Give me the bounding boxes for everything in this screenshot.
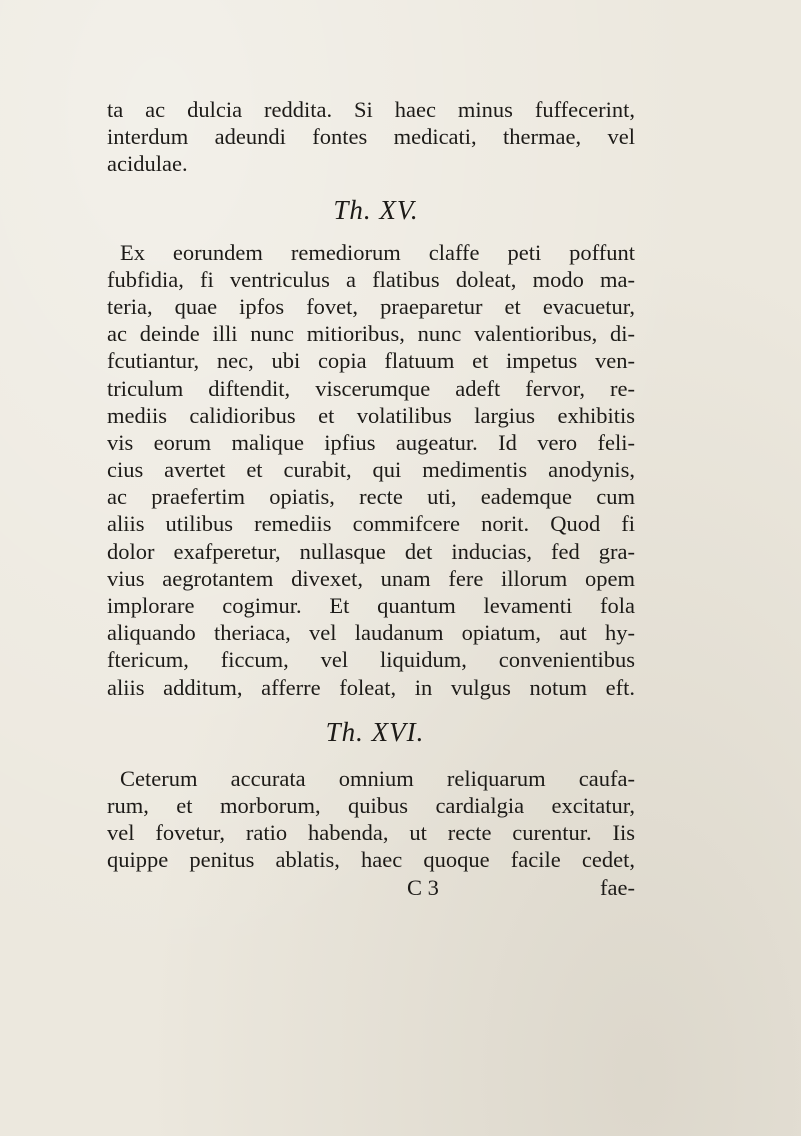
text-line: dolor exafperetur, nullasque det inducias, fed gra-: [107, 538, 635, 564]
text-line: mediis calidioribus et volatilibus largius exhibitis: [107, 402, 635, 428]
paragraph-2: [107, 239, 635, 701]
page-footer: [107, 874, 635, 901]
section-heading: Th. XVI.: [325, 716, 425, 747]
text-line: acidulae.: [107, 151, 188, 177]
text-line: quippe penitus ablatis, haec quoque facile cedet,: [107, 847, 635, 873]
text-block: [107, 96, 635, 901]
text-line: aliquando theriaca, vel laudanum opiatum, aut hy-: [107, 620, 635, 646]
paragraph-3: [107, 765, 635, 874]
text-line: ac deinde illi nunc mitioribus, nunc valentioribus, di-: [107, 321, 635, 347]
text-line: aliis utilibus remediis commifcere norit. Quod fi: [107, 511, 635, 537]
text-line: cius avertet et curabit, qui medimentis anodynis,: [107, 457, 635, 483]
text-line: vis eorum malique ipfius augeatur. Id vero feli-: [107, 429, 635, 455]
text-line: implorare cogimur. Et quantum levamenti fola: [107, 593, 635, 618]
text-line: fcutiantur, nec, ubi copia flatuum et impetus ven-: [107, 348, 635, 374]
text-line: Ceterum accurata omnium reliquarum caufa-: [120, 765, 635, 791]
text-line: aliis additum, afferre foleat, in vulgus notum eft.: [107, 674, 635, 700]
text-line: rum, et morborum, quibus cardialgia excitatur,: [107, 792, 635, 818]
catchword: fae-: [600, 874, 635, 900]
text-line: vel fovetur, ratio habenda, ut recte curentur. Iis: [107, 820, 635, 846]
text-line: Ex eorundem remediorum claffe peti poffunt: [120, 239, 635, 265]
text-line: fubfidia, fi ventriculus a flatibus doleat, modo ma-: [107, 266, 635, 292]
text-line: ta ac dulcia reddita. Si haec minus fuffecerint,: [107, 97, 635, 122]
signature-mark: C 3: [407, 874, 439, 900]
section-heading: Th. XV.: [333, 194, 419, 225]
text-line: triculum diftendit, viscerumque adeft fervor, re-: [107, 375, 635, 401]
text-line: ac praefertim opiatis, recte uti, eademque cum: [107, 484, 635, 510]
paragraph-1: [107, 96, 635, 178]
text-line: ftericum, ficcum, vel liquidum, convenientibus: [107, 647, 635, 673]
text-line: interdum adeundi fontes medicati, thermae, vel: [107, 124, 635, 150]
text-line: teria, quae ipfos fovet, praeparetur et evacuetur,: [107, 293, 635, 319]
text-line: vius aegrotantem divexet, unam fere illorum opem: [107, 565, 635, 591]
